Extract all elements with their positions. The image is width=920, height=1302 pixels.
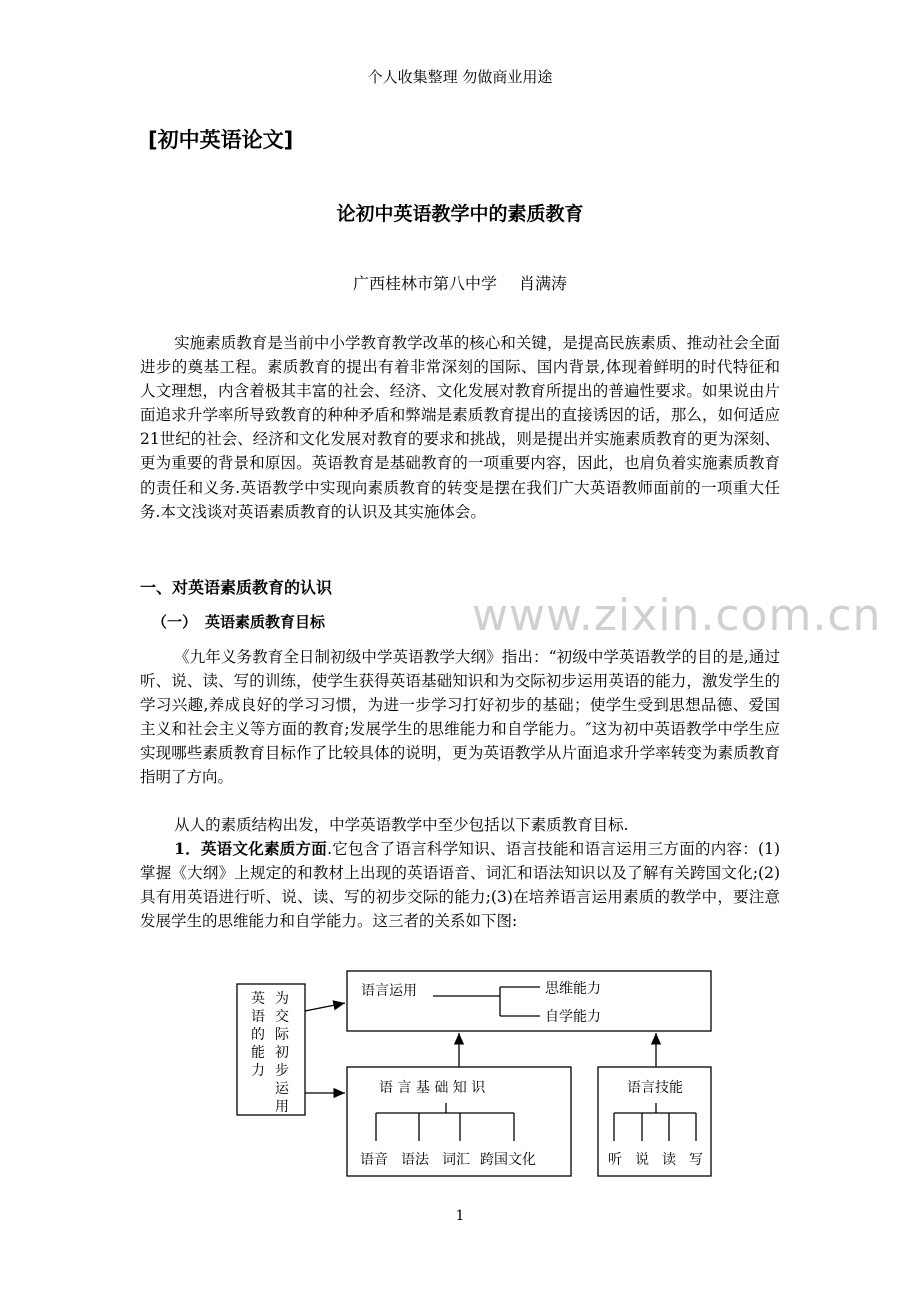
skill-item-read: 读 — [662, 1152, 676, 1168]
self-study-ability-label: 自学能力 — [545, 1009, 601, 1025]
skills-label: 语言技能 — [627, 1080, 683, 1096]
section-heading: 一、对英语素质教育的认识 — [140, 578, 333, 597]
subsection-title: 英语素质教育目标 — [205, 613, 326, 631]
page-number: 1 — [455, 1208, 465, 1224]
ability-char: 交 — [275, 1009, 289, 1025]
language-use-box — [347, 971, 711, 1031]
thinking-ability-label: 思维能力 — [545, 981, 601, 997]
author-school: 广西桂林市第八中学 — [352, 274, 497, 293]
author-name: 肖满涛 — [519, 274, 568, 293]
ability-col2 — [275, 990, 290, 1115]
syllabus-paragraph: 《九年义务教育全日制初级中学英语教学大纲》指出：“初级中学英语教学的目的是,通过听、说、读、写的训练，使学生获得英语基础知识和为交际初步运用英语的能力，激发学生的学习兴趣,养成良好的学习习惯，为进一步学习打好初步的基础；使学生受到思想品德、爱国主义和社会主义等方面的教育;发展学生的思维能力和自学能力。″这为初中英语教学中学生应实现哪些素质教育目标作了比较具体的说明，更为英语教学从片面追求升学率转变为素质教育指明了方向。 — [140, 648, 780, 787]
knowledge-label: 语 言 基 础 知 识 — [379, 1080, 486, 1096]
knowledge-item-culture: 跨国文化 — [480, 1152, 536, 1168]
article-category-tag: [初中英语论文] — [148, 128, 294, 152]
point1-label: 1．英语文化素质方面 — [174, 839, 328, 858]
watermark: www.zixin.com.cn — [472, 590, 882, 641]
skill-item-write: 写 — [689, 1152, 703, 1168]
ability-char: 语 — [251, 1009, 265, 1025]
ability-char: 为 — [275, 991, 289, 1007]
knowledge-item-phonetics: 语音 — [360, 1152, 388, 1168]
ability-char: 步 — [275, 1063, 289, 1079]
intro-paragraph: 实施素质教育是当前中小学教育教学改革的核心和关键，是提高民族素质、推动社会全面进步的奠基工程。素质教育的提出有着非常深刻的国际、国内背景,体现着鲜明的时代特征和人文理想，内含着极其丰富的社会、经济、文化发展对教育所提出的普遍性要求。如果说由片面追求升学率所导致教育的种种矛盾和弊端是素质教育提出的直接诱因的话，那么，如何适应21世纪的社会、经济和文化发展对教育的要求和挑战，则是提出并实施素质教育的更为深刻、更为重要的背景和原因。英语教育是基础教育的一项重要内容，因此，也肩负着实施素质教育的责任和义务.英语教学中实现向素质教育的转变是摆在我们广大英语教师面前的一项重大任务.本文浅谈对英语素质教育的认识及其实施体会。 — [140, 334, 780, 521]
structure-paragraph: 从人的素质结构出发，中学英语教学中至少包括以下素质教育目标. — [174, 816, 629, 834]
ability-box — [237, 984, 305, 1115]
ability-char: 运 — [275, 1081, 289, 1097]
page-header: 个人收集整理 勿做商业用途 — [367, 68, 553, 86]
ability-char: 力 — [251, 1063, 265, 1079]
ability-char: 用 — [275, 1099, 289, 1115]
language-use-label: 语言运用 — [361, 983, 417, 999]
knowledge-item-grammar: 语法 — [401, 1152, 429, 1168]
knowledge-item-vocabulary: 词汇 — [442, 1152, 470, 1168]
point1-text: .它包含了语言科学知识、语言技能和语言运用三方面的内容：(1)掌握《大纲》上规定的和教材上出现的英语语音、词汇和语法知识以及了解有关跨国文化;(2)具有用英语进行听、说、读、写的初步交际的能力;(3)在培养语言运用素质的教学中，要注意发展学生的思维能力和自学能力。这三者的关系如下图: — [140, 840, 780, 931]
skill-item-listen: 听 — [608, 1152, 622, 1168]
ability-char: 能 — [251, 1045, 265, 1061]
ability-char: 际 — [275, 1027, 289, 1043]
arrow-ability-to-use — [305, 1003, 345, 1011]
ability-col1 — [251, 991, 265, 1079]
ability-char: 初 — [275, 1045, 289, 1061]
skill-item-speak: 说 — [635, 1152, 649, 1168]
subsection-number: （一） — [152, 613, 198, 631]
article-title: 论初中英语教学中的素质教育 — [336, 203, 584, 225]
ability-char: 英 — [251, 991, 265, 1007]
ability-char: 的 — [251, 1027, 265, 1043]
